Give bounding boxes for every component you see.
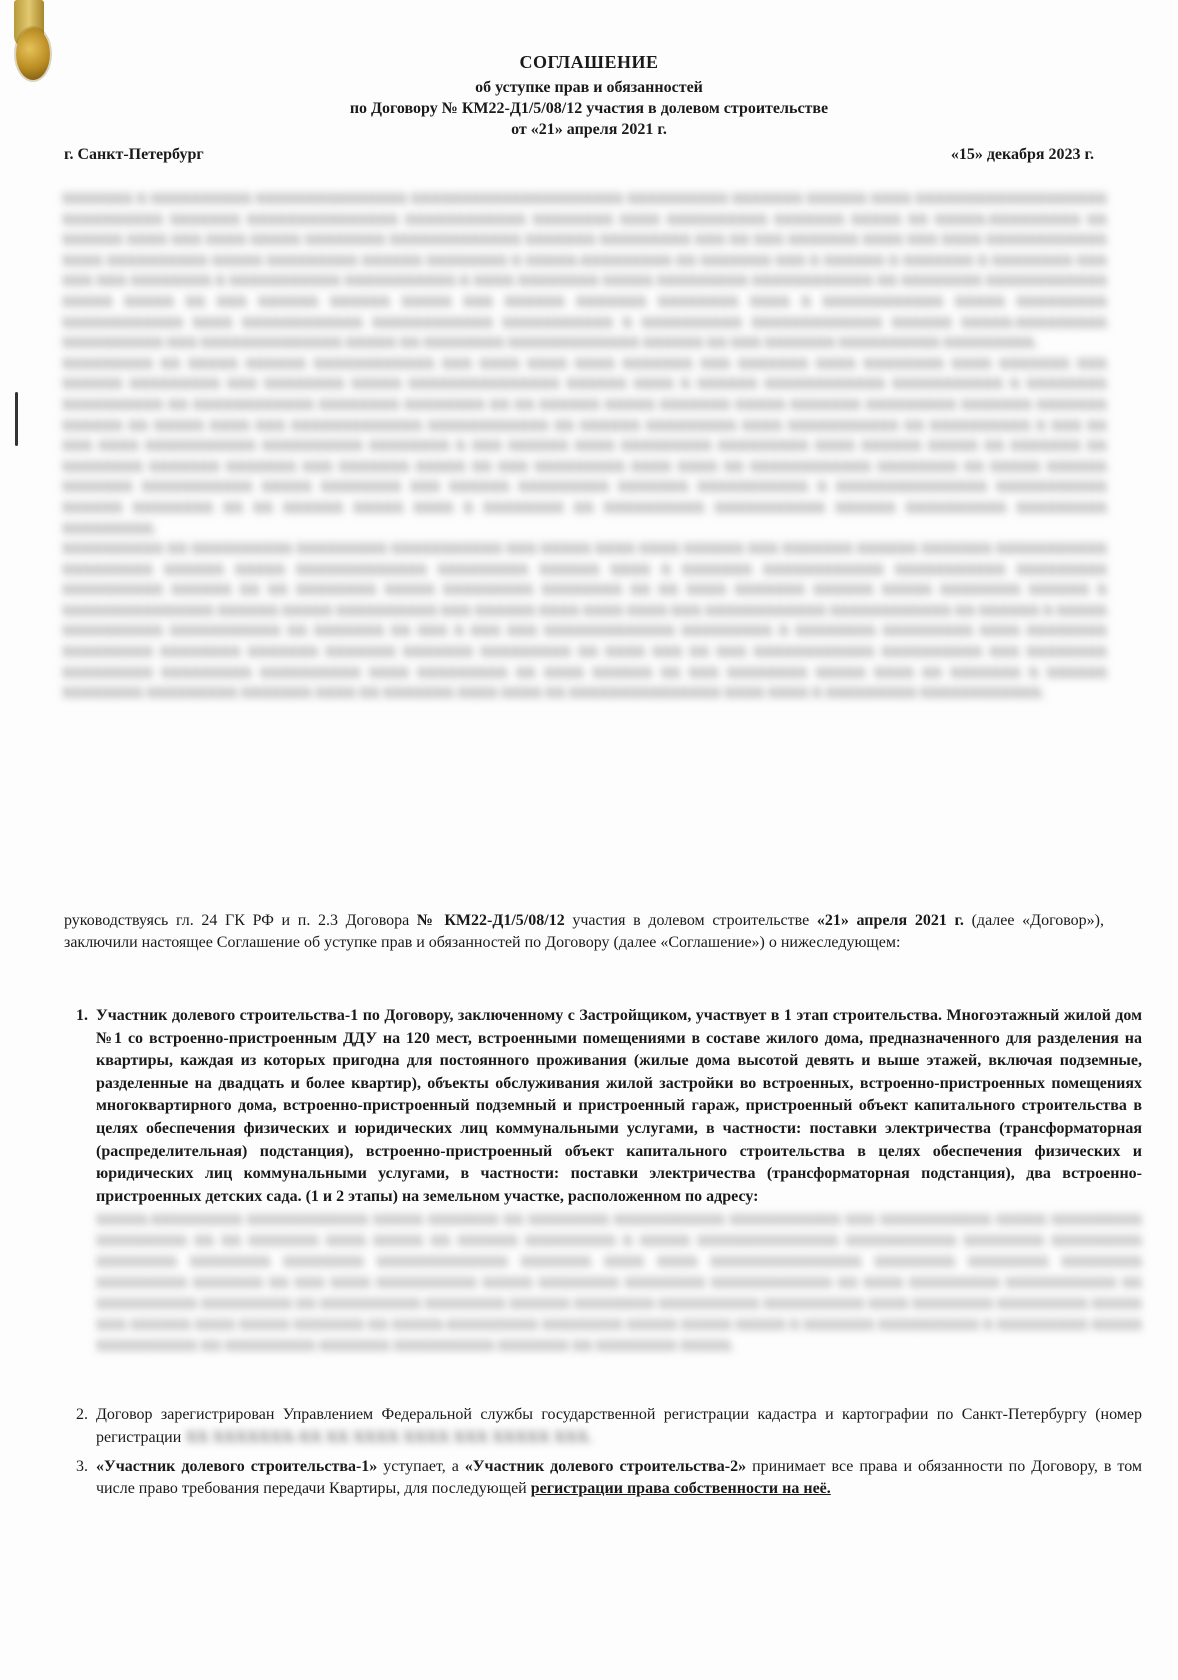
- document-subtitle-2: по Договору № КМ22-Д1/5/08/12 участия в долевом строительстве: [349, 100, 829, 117]
- margin-mark: [15, 392, 18, 446]
- clause-3-ownership-registration: регистрации права собственности на неё.: [530, 1480, 831, 1498]
- document-subtitle-3: от «21» апреля 2021 г.: [511, 121, 667, 138]
- redacted-parties-block: ХХХХХХХ Х ХХХХХХХХХХ ХХХХХХХХХХХХХХХ ХХХХХХХХХХХХХХХХХХХХХ ХХХХХХХХХХ ХХХХХХХ ХХХХХХ ХХХХ ХХХХХХХХХХХХХХХХХХХ ХХХХХХХХХХ ХХХХХХХ ХХХХХХХХХХХХХХХ ХХХХХХХХХХХХ ХХХХХХХХ ХХХХ ХХХХХХХХХХ ХХХХХХХ ХХХХХ ХХ ХХХХХ-ХХХХХХХХХ ХХ ХХХХХХ ХХХХ ХХХ ХХХХ ХХХХХ ХХХХХХХХ ХХХХХХХХХХХХХ ХХХХХХХ ХХХХХХХХХ ХХХ ХХ ХХХ ХХХХХХХ ХХХХ ХХХ ХХХХ ХХХХХХХХХХХХ ХХХХ ХХХХХХХХХХ ХХХХХ ХХХХХХХХХ ХХХХХХ ХХХХХХХХ Х ХХХХХ-ХХХХХХХХХ ХХ ХХХХХХХ ХХХ Х ХХХХХХ Х ХХХХХХХ Х ХХХХХХХХ ХХХ ХХХ ХХХ ХХХХХХХХ Х ХХХХХХХХХХХ ХХХХХХХХХХХ Х ХХХХ ХХХХХХХХ ХХХХХ ХХХХХХХХХ ХХХХХХХХХХХХ ХХ ХХХХХХХХ ХХХХХХХХХХХХ ХХХХХ ХХХХХ ХХ ХХХ ХХХХХХ ХХХХХХ ХХХХХ ХХХ ХХХХХХ ХХХХХХХ ХХХХХХХХ ХХХХ Х ХХХХХХХХХХХХ ХХХХХ ХХХХХХХХХ ХХХХХХХХХХХХ ХХХХ ХХХХХХХХХХХХ ХХХХХХХХХХХХ ХХХХХХХХХХХ Х ХХХХХХХХХХ ХХХХХХХХХХХХХ ХХХХХХ ХХХХХ-ХХХХХХХХХ ХХХХХХХХХХ ХХХ ХХХХХХХХХХХХХХ ХХХХХ ХХ ХХХХХХХХ ХХХХХХХХХХХХХ ХХХХХХ ХХ ХХХ ХХХХХХХ ХХХХХХХХХХ ХХХХХХХХХ. ХХХХХХХХХ ХХ ХХХХХ ХХХХХХ ХХХХХХХХХХХХ ХХХ ХХХХ ХХХХ ХХХХ ХХХХХХХ ХХХ ХХХХХХХ ХХХХ ХХХХХХХХ ХХХХ ХХХХХХХ ХХХ ХХХХХХ ХХХХХХХХХ ХХХ ХХХХХХХХ ХХХХХ ХХХХХХХХХХХХХХХ ХХХХХХ ХХХХ Х ХХХХХХ ХХХХХХХХХХХХ ХХХХХХХХХХХ Х ХХХХХХХХ ХХХХХХХХХХ ХХ ХХХХХХХХХХХХ ХХХХХХХХ ХХХХХХХХ ХХ ХХ ХХХХХХ ХХХХХ ХХХХХХХ ХХХХХ ХХХХХХХ ХХХХХХХХХ ХХХХХХХ ХХХХХХХ ХХХХХХ ХХ ХХХХХ ХХХХ ХХХ ХХХХХХХХХХХХХ ХХХХХХХХХХХХ ХХ ХХХХХХ ХХХХХХХХХ ХХХХ ХХХХХХХХХХХ ХХ ХХХХХХХХХХ Х ХХХ ХХ ХХХ ХХХХ ХХХХХХХХХХХ ХХХХХХХХХХ ХХХХХХХХ Х ХХХ ХХХХХХ ХХХХ ХХХХХХХХХ ХХХХХХХХХ ХХХХ ХХХХХХ ХХХХХ ХХ ХХХХХХХ ХХ ХХХХХХХХ ХХХХХХХ ХХХХХХХ ХХХ ХХХХХХХ ХХХХХ ХХ ХХХ ХХХХХХХХХ ХХХХ ХХХХ ХХ ХХХХХХХХХХХХ ХХХХХХХХ ХХ ХХХХХ ХХХХХХ ХХХХХХХ ХХХХХХХХХХХ ХХХХХ ХХХХХХХХ ХХХ ХХХХХХ ХХХХХХХХХ ХХХХХХХ ХХХХХХХХХХХ Х ХХХХХХХХХХХХХХХ ХХХХХХХХХХХ ХХХХХХ ХХХХХХХХ ХХ ХХ ХХХХХХ ХХХХХ ХХХХ Х ХХХХХХХХ ХХ ХХХХХХХХХХ ХХХХХХХХХХХ ХХХХХХ ХХХХХХХХХХ ХХХХХХХХХ ХХХХХХХХХ. ХХХХХХХХХХ ХХ ХХХХХХХХХХ ХХХХХХХХХ ХХХХХХХХХХХ ХХХ ХХХХХ ХХХХ ХХХХ ХХХХХХ ХХХ ХХХХХХХ ХХХХХХ ХХХХХХХ ХХХХХХХХХХХ ХХХХХХХХХ ХХХХХХ ХХХХХ ХХХХХХХХХХХХХ ХХХХХХХХХ ХХХХХХ ХХХХ Х ХХХХХХХ ХХХХХХХХХХХХ ХХХХХХХХХХХ ХХХХХХХХХ ХХХХХХХХХХ ХХХХХХ ХХ ХХ ХХХХХХХХ ХХХХХ ХХХХХХХХХ ХХХХХХХХ ХХ ХХ ХХХХ ХХХХХХХ ХХХХХХ ХХХХХ ХХХХХХХХ ХХХХХХ Х ХХХХХХХХХХХХХХХ ХХХХХХ ХХХХХ ХХХХХХХХХХ ХХХ ХХХХХХ ХХХХ ХХХХ ХХХХ ХХХ ХХХХХХХХХХХХ ХХХХХХХХХХХХ ХХ ХХХХХХ Х ХХХХХ ХХХХХХХХХХ ХХХХХХХХХХХ ХХ ХХХХХХХ ХХ ХХХ Х ХХХ ХХХ ХХХХХХХХХХХХХ ХХХХХХХХХ Х ХХХХХХХХ ХХХХХХХХХ ХХХХ ХХХХХХХХ ХХХХХХХХХ ХХХХХХХХ ХХХХХХХ ХХХХХХХ ХХХХХХХ ХХХХХХХХХ ХХ ХХХХ ХХХ ХХ ХХХ ХХХХХХХХХХХХ ХХХХХХХХХХ ХХХ ХХХХХХХХ ХХХХХХХХХ ХХХХХХХХХ ХХХХХХХХХХ ХХХХ ХХХХХХХХХ ХХ ХХХХ ХХХХХХ ХХ ХХХ ХХХХХХХХ ХХХХХ ХХХХ ХХ ХХХХХХХ Х ХХХХХХ ХХХХХХХХ ХХХХХХХХХ ХХХХХХХ ХХХХ ХХ ХХХХХХХ ХХХХ ХХХХ ХХ ХХХХХХХХХХХХХХХ ХХХХ ХХХХ Х ХХХХХХХХХ ХХХХХХХХХХХХ.: [62, 192, 1107, 702]
- contract-date: «21» апреля 2021 г.: [816, 912, 964, 929]
- intro-part-2: участия в долевом строительстве: [564, 912, 817, 929]
- intro-part-3: (далее «Договор»), заключили настоящее Соглашение об уступке прав и обязанностей по Договору (далее «Соглашение») о нижеследующем:: [64, 912, 1104, 951]
- document-title: СОГЛАШЕНИЕ: [519, 52, 659, 72]
- clause-3-text-b: принимает все права и обязанности по Договору, в том числе право требования передачи Квартиры, для последующей: [96, 1457, 1143, 1498]
- redacted-address-block: ХХХХХ-ХХХХХХХХХ ХХХХХХХХХХХХ ХХХХХ ХХХХХХХ ХХ ХХХХХХХХ ХХХХХХХХХХХ ХХХХХХХХХХХ ХХХ ХХХХХХХХХХХ ХХХХХ ХХХХХХХХХ ХХХХХХХХХ ХХ ХХ ХХХХХХХ ХХХХ ХХХХХ ХХ ХХХХХХ ХХХХХХХХХ Х ХХХХХ ХХХХХХХХХХХХХХ ХХХХХХХХХХХ ХХХХХХХХ ХХХХХХХХХ ХХХХХХХХ ХХХХХХХХ ХХХХХХХХ ХХХХХХХХХХХХХ ХХХХХХХ ХХХХ ХХХХ ХХХХХХХХХХХХХХХ ХХХХХХХХ ХХХХХХХХ ХХХХХХХХ ХХХХХХХХХ ХХХХХХХ ХХ ХХХ ХХХХ ХХХХХХХХХХ ХХХХХ ХХХХХХХХ ХХХХХХХХ ХХХХХХХХХХХХ ХХ ХХХХ ХХХХХХХХХ ХХХХХХХХХХХ ХХ ХХХХХХХХХХ ХХХХХХХХХ ХХ ХХХХХХХХХХ ХХХХХХХХ ХХХХХХ ХХХХХХХХ ХХХХХХХХХХ ХХХХХХХХХХ ХХХХ ХХХХХХХХ ХХХХХХХХХ ХХХХХ ХХХ ХХХХХХ ХХХХ ХХХХХ ХХХХХХХ ХХ ХХХХХ-ХХХХХХХХХ ХХХХХХХХ ХХХХХ ХХХХХ ХХХХХ Х ХХХХХХХ ХХХХХХХХХХ Х ХХХХХХХХХ ХХХХХ ХХХХХХХХХХ ХХ ХХХХХХХХХ ХХХХХХХ ХХХХХХХХХХ ХХХХХХХ ХХ ХХХХХХХХ ХХХХХ.: [96, 1213, 1142, 1355]
- document-subtitle-1: об уступке прав и обязанностей: [475, 79, 703, 96]
- contract-number: № КМ22-Д1/5/08/12: [416, 912, 565, 929]
- clause-2: [92, 1404, 1142, 1449]
- title-block: [0, 52, 1178, 140]
- document-date: «15» декабря 2023 г.: [950, 146, 1094, 163]
- clause-3-text-a: уступает, а: [377, 1457, 465, 1475]
- clause-3-party-2: «Участник долевого строительства-2»: [464, 1457, 747, 1475]
- clause-3: [92, 1456, 1142, 1501]
- place-date-row: [64, 146, 1094, 164]
- clause-1: [92, 1005, 1142, 1398]
- clause-3-party-1: «Участник долевого строительства-1»: [96, 1457, 378, 1475]
- clause-2-text: Договор зарегистрирован Управлением Федеральной службы государственной регистрации кадастра и картографии по Санкт-Петербургу (номер регистрации: [96, 1406, 1142, 1446]
- intro-paragraph: [64, 910, 1104, 954]
- intro-part-1: руководствуясь гл. 24 ГК РФ и п. 2.3 Договора: [64, 912, 417, 929]
- city: г. Санкт-Петербург: [64, 146, 204, 163]
- redacted-registration-number: ХХ ХХХХХХХ-ХХ ХХ ХХХХ ХХХХ ХХХ ХХХХХ ХХХ.: [185, 1428, 593, 1446]
- clauses-list: [56, 1005, 1142, 1507]
- clause-1-text: Участник долевого строительства-1 по Договору, заключенному с Застройщиком, участвует в 1 этап строительства. Многоэтажный жилой дом №1 со встроенно-пристроенным ДДУ на 120 мест, встроенными помещениями в составе жилого дома, предназначенного для разделения на квартиры, каждая из которых пригодна для постоянного проживания (жилые дома высотой девять и выше этажей, включая подземные, разделенные на двадцать и более квартир), объекты обслуживания жилой застройки во встроенных, встроенно-пристроенных помещениях многоквартирного дома, встроенно-пристроенный подземный и пристроенный гараж, пристроенный объект капитального строительства в целях обеспечения физических и юридических лиц коммунальными услугами, в частности: поставки электричества (трансформаторная (распределительная) подстанция), встроенно-пристроенный объект капитального строительства в целях обеспечения физических и юридических лиц коммунальными услугами, в частности: поставки электричества (трансформаторная подстанция), два встроенно-пристроенных детских сада. (1 и 2 этапы) на земельном участке, расположенном по адресу:: [96, 1007, 1142, 1205]
